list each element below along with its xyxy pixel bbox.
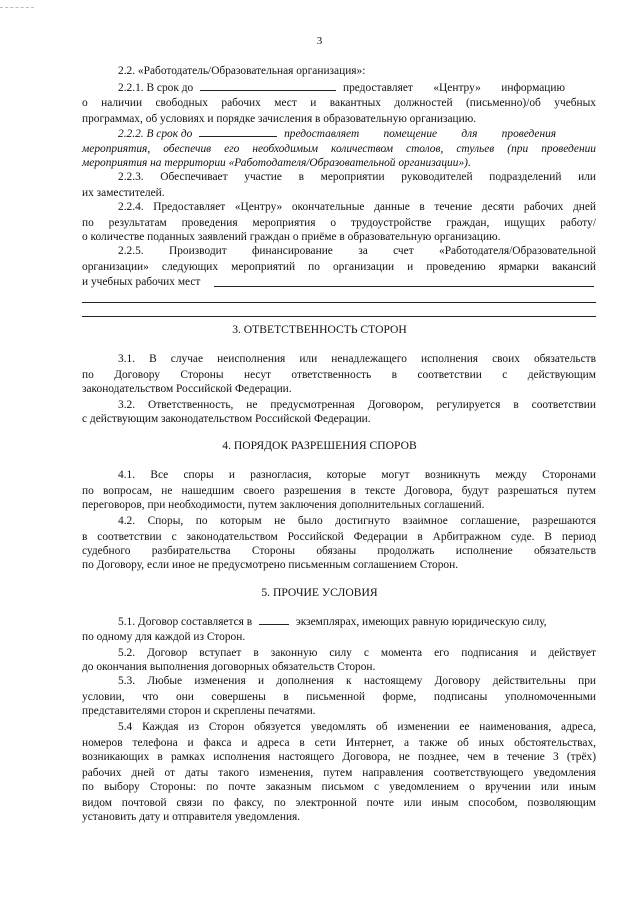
clause-5-4-line-2: номеров телефона и факса и адреса в сети Интернет, а также об иных обстоятельствах,	[82, 737, 596, 749]
section-2-2-intro: 2.2. «Работодатель/Образовательная организация»:	[118, 65, 366, 77]
section-4-heading: 4. ПОРЯДОК РАЗРЕШЕНИЯ СПОРОВ	[222, 439, 417, 452]
clause-5-1-line-1	[118, 614, 596, 629]
clause-5-1-pre: 5.1. Договор составляется в	[118, 616, 253, 628]
page-number: 3	[316, 35, 323, 47]
clause-4-2-line-1: 4.2. Споры, по которым не было достигнуто взаимное соглашение, разрешаются	[118, 515, 596, 527]
clause-2-2-1-pre: 2.2.1. В срок до	[118, 82, 194, 94]
clause-5-1-post: экземплярах, имеющих равную юридическую силу,	[295, 616, 547, 628]
clause-5-1-line-2: по одному для каждой из Сторон.	[82, 631, 246, 643]
copies-count-blank[interactable]	[259, 614, 289, 625]
clause-4-2-line-4: по Договору, если иное не предусмотрено письменным соглашением Сторон.	[82, 559, 459, 571]
clause-3-2-line-2: с действующим законодательством Российской Федерации.	[82, 413, 371, 425]
clause-4-1-line-2: по вопросам, не нашедшим своего разрешения в тексте Договора, будут разрешаться путем	[82, 485, 596, 497]
clause-2-2-1-post: предоставляет «Центру» информацию	[342, 82, 565, 94]
section-5-heading: 5. ПРОЧИЕ УСЛОВИЯ	[261, 586, 378, 599]
clause-2-2-2-line-3: мероприятия на территории «Работодателя/Образовательной организации»).	[82, 157, 471, 169]
clause-2-2-2-line-2: мероприятия, обеспечив его необходимым количеством столов, стульев (при проведении	[82, 143, 596, 155]
clause-5-4-line-4: рабочих дней от даты такого изменения, путем направления соответствующего уведомления	[82, 767, 596, 779]
clause-2-2-4-line-3: о количестве поданных заявлений граждан о приёме в образовательную организацию.	[82, 231, 501, 243]
clause-2-2-5-line-1: 2.2.5. Производит финансирование за счет «Работодателя/Образовательной	[118, 245, 596, 257]
clause-3-1-line-1: 3.1. В случае неисполнения или ненадлежащего исполнения своих обязательств	[118, 353, 596, 365]
clause-2-2-5-line-2: организации» следующих мероприятий по организации и проведению ярмарки вакансий	[82, 261, 596, 273]
clause-2-2-3-line-1: 2.2.3. Обеспечивает участие в мероприятии руководителей подразделений или	[118, 171, 596, 183]
clause-5-4-line-3: возникающих в рамках исполнения настоящего Договора, не позднее, чем в течение 3 (трёх)	[82, 751, 596, 763]
clause-2-2-2-post: предоставляет помещение для проведения	[284, 128, 557, 140]
clause-2-2-4-line-1: 2.2.4. Предоставляет «Центру» окончательные данные в течение десяти рабочих дней	[118, 201, 596, 213]
clause-2-2-1-line-1	[118, 80, 596, 95]
section-3-heading: 3. ОТВЕТСТВЕННОСТЬ СТОРОН	[232, 323, 407, 336]
clause-5-2-line-1: 5.2. Договор вступает в законную силу с момента его подписания и действует	[118, 647, 596, 659]
clause-2-2-5-line-3-text: и учебных рабочих мест	[82, 276, 201, 288]
clause-5-4-line-6: видом почтовой связи по факсу, по электронной почте или иным способом, позволяющим	[82, 797, 596, 809]
clause-3-1-line-3: законодательством Российской Федерации.	[82, 383, 292, 395]
clause-5-2-line-2: до окончания выполнения договорных обязательств Сторон.	[82, 661, 376, 673]
clause-3-1-line-2: по Договору Стороны несут ответственность в соответствии с действующим	[82, 369, 596, 381]
clause-4-1-line-3: переговоров, при необходимости, путем заключения дополнительных соглашений.	[82, 499, 485, 511]
clause-2-2-3-line-2: их заместителей.	[82, 187, 165, 199]
clause-2-2-2-line-1	[118, 126, 596, 141]
date-blank-field[interactable]	[199, 126, 277, 137]
clause-5-3-line-1: 5.3. Любые изменения и дополнения к настоящему Договору действительны при	[118, 675, 596, 687]
clause-2-2-4-line-2: по результатам проведения мероприятия о трудоустройстве граждан, ищущих работу/	[82, 217, 596, 229]
clause-3-2-line-1: 3.2. Ответственность, не предусмотренная Договором, регулируется в соответствии	[118, 399, 596, 411]
clause-4-2-line-3: судебного разбирательства Стороны обязаны продолжать исполнение обязательств	[82, 545, 596, 557]
blank-line-1[interactable]	[214, 286, 594, 287]
clause-5-3-line-2: условии, что они совершены в письменной форме, подписаны уполномоченными	[82, 691, 596, 703]
blank-line-3[interactable]	[82, 316, 596, 317]
clause-5-4-line-7: установить дату и отправителя уведомления.	[82, 811, 301, 823]
clause-5-4-line-5: по выбору Стороны: по почте заказным письмом с уведомлением о вручении или иным	[82, 781, 596, 793]
scan-corner-mark	[0, 7, 34, 8]
blank-line-2[interactable]	[82, 302, 596, 303]
date-blank-field[interactable]	[200, 80, 336, 91]
clause-2-2-2-pre: 2.2.2. В срок до	[118, 128, 193, 140]
clause-2-2-1-line-3: программах, об условиях и порядке зачисления в образовательную организацию.	[82, 113, 477, 125]
clause-4-2-line-2: в соответствии с законодательством Российской Федерации в Арбитражном суде. В период	[82, 531, 596, 543]
clause-5-4-line-1: 5.4 Каждая из Сторон обязуется уведомлять об изменении ее наименования, адреса,	[118, 721, 596, 733]
clause-5-3-line-3: представителями сторон и скреплены печатями.	[82, 705, 316, 717]
clause-4-1-line-1: 4.1. Все споры и разногласия, которые могут возникнуть между Сторонами	[118, 469, 596, 481]
clause-2-2-1-line-2: о наличии свободных рабочих мест и вакантных должностей (письменно)/об учебных	[82, 97, 596, 109]
